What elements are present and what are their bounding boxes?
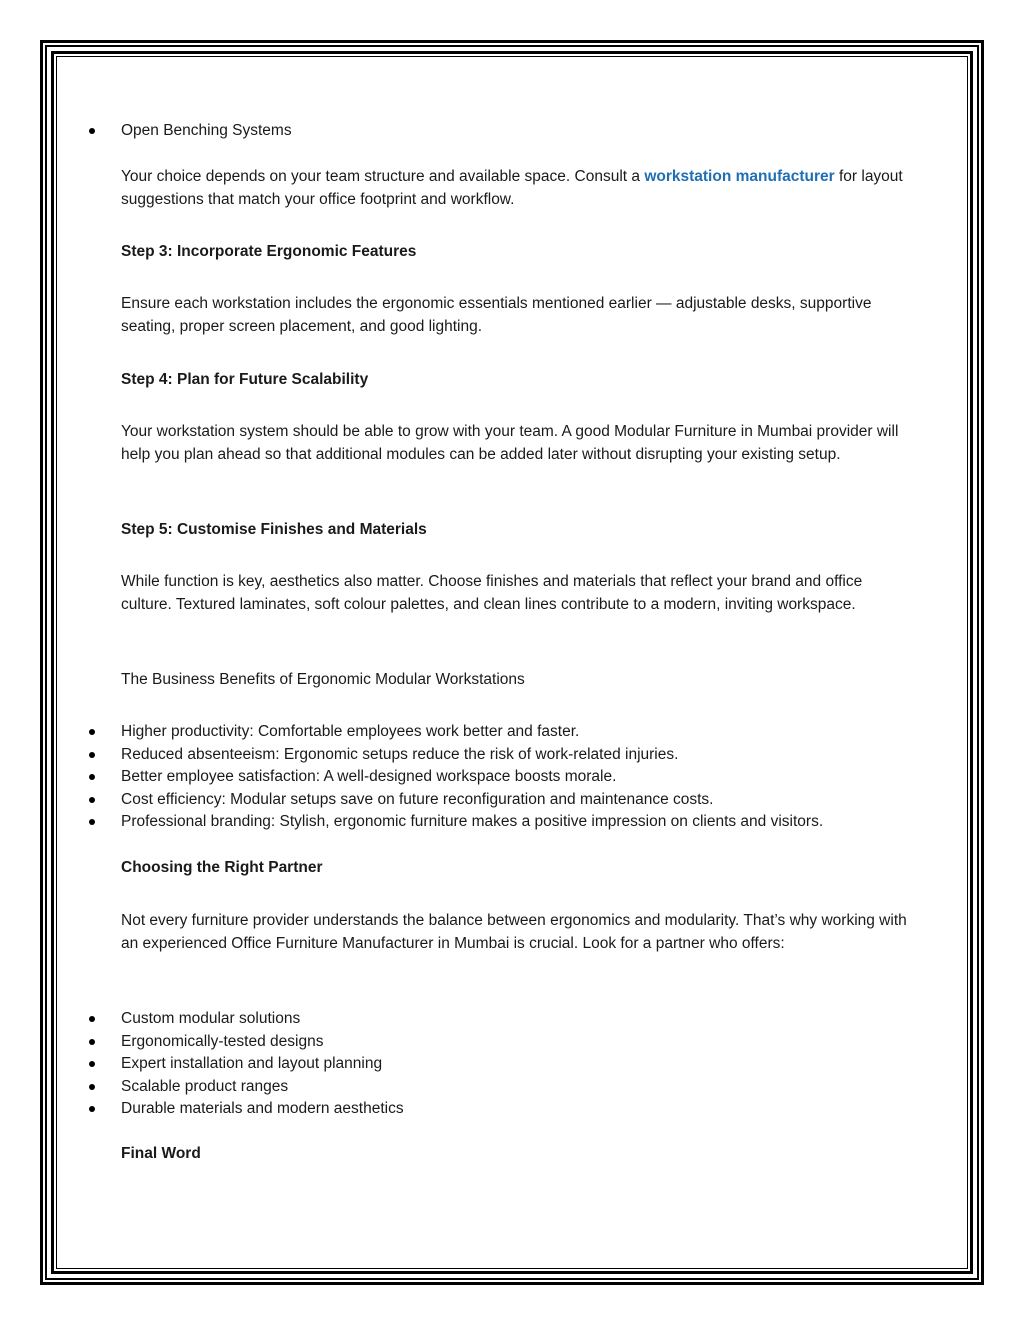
list-item: Durable materials and modern aesthetics: [0, 1098, 1024, 1121]
step4-heading: Step 4: Plan for Future Scalability: [121, 371, 369, 388]
bullet-icon: [89, 774, 95, 780]
benefits-list: [0, 721, 1024, 834]
bullet-list-benching: [0, 120, 1024, 143]
list-item: Better employee satisfaction: A well-designed workspace boosts morale.: [0, 766, 1024, 789]
list-item: Ergonomically-tested designs: [0, 1031, 1024, 1054]
bullet-icon: [89, 729, 95, 735]
bullet-icon: [89, 1039, 95, 1045]
bullet-icon: [89, 1016, 95, 1022]
paragraph-choice: Your choice depends on your team structure and available space. Consult a workstation manufacturer for layout suggestions that match your office footprint and workflow.: [121, 168, 903, 208]
step4-text: Your workstation system should be able to grow with your team. A good Modular Furniture in Mumbai provider will help you plan ahead so that additional modules can be added later without disrupting your existing setup.: [121, 423, 899, 463]
bullet-icon: [89, 1084, 95, 1090]
bullet-icon: [89, 752, 95, 758]
bullet-icon: [89, 797, 95, 803]
list-item: Expert installation and layout planning: [0, 1053, 1024, 1076]
bullet-icon: [89, 128, 95, 134]
workstation-manufacturer-link[interactable]: workstation manufacturer: [644, 168, 835, 185]
list-item: Custom modular solutions: [0, 1008, 1024, 1031]
list-item: Professional branding: Stylish, ergonomic furniture makes a positive impression on clients and visitors.: [0, 811, 1024, 834]
list-item: Open Benching Systems: [0, 120, 1024, 143]
bullet-icon: [89, 1061, 95, 1067]
step5-text: While function is key, aesthetics also matter. Choose finishes and materials that reflect your brand and office culture. Textured laminates, soft colour palettes, and clean lines contribute to a modern, inviting workspace.: [121, 573, 863, 613]
list-item: Cost efficiency: Modular setups save on future reconfiguration and maintenance costs.: [0, 789, 1024, 812]
step3-text: Ensure each workstation includes the ergonomic essentials mentioned earlier — adjustable desks, supportive seating, proper screen placement, and good lighting.: [121, 295, 872, 335]
partner-list: [0, 1008, 1024, 1121]
partner-heading: Choosing the Right Partner: [121, 859, 323, 876]
final-word-heading: Final Word: [121, 1145, 201, 1162]
list-item: Higher productivity: Comfortable employees work better and faster.: [0, 721, 1024, 744]
list-item: Reduced absenteeism: Ergonomic setups reduce the risk of work-related injuries.: [0, 744, 1024, 767]
step5-heading: Step 5: Customise Finishes and Materials: [121, 521, 427, 538]
benefits-heading: The Business Benefits of Ergonomic Modular Workstations: [121, 671, 525, 688]
step3-heading: Step 3: Incorporate Ergonomic Features: [121, 243, 417, 260]
list-item: Scalable product ranges: [0, 1076, 1024, 1099]
bullet-icon: [89, 819, 95, 825]
bullet-icon: [89, 1106, 95, 1112]
partner-text: Not every furniture provider understands the balance between ergonomics and modularity. That’s why working with an experienced Office Furniture Manufacturer in Mumbai is crucial. Look for a partner who offers:: [121, 912, 907, 952]
